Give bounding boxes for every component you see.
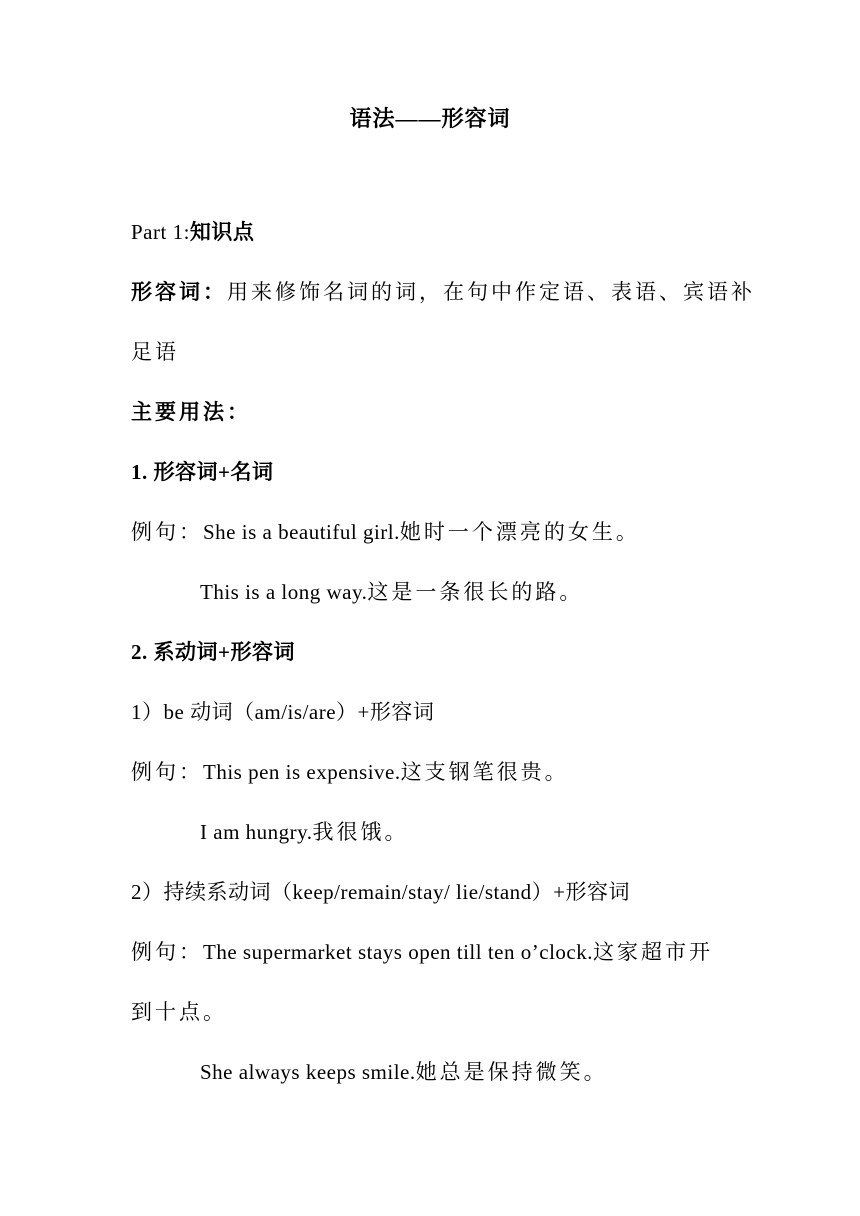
- example-english: She is a beautiful girl.: [203, 520, 400, 544]
- definition-line-2: 足语: [131, 340, 179, 364]
- section-1-example-1: [131, 517, 640, 547]
- definition-term: 形容词：: [131, 280, 227, 304]
- example-chinese: 我很饿。: [312, 820, 409, 844]
- main-usage-heading: 主要用法：: [131, 400, 251, 424]
- example-label: 例句：: [131, 760, 203, 784]
- section-2-sub-1-example-1: [131, 757, 569, 787]
- example-english: This is a long way.: [200, 580, 368, 604]
- example-chinese: 这是一条很长的路。: [367, 580, 584, 604]
- section-2-sub-1-heading: 1）be 动词（am/is/are）+形容词: [131, 700, 435, 724]
- part-heading-label: 知识点: [189, 220, 255, 244]
- example-chinese: 这家超市开: [592, 940, 713, 964]
- section-2-sub-2-example-1: [131, 937, 713, 967]
- section-2-sub-2-example-1-cont: 到十点。: [131, 1000, 227, 1024]
- section-2-sub-2-example-2: [200, 1057, 608, 1087]
- example-chinese: 她总是保持微笑。: [415, 1060, 608, 1084]
- section-2-heading: 2. 系动词+形容词: [131, 640, 295, 664]
- section-1-example-2: [200, 577, 583, 607]
- example-label: 例句：: [131, 520, 203, 544]
- section-1-heading: 1. 形容词+名词: [131, 460, 274, 484]
- part-heading-prefix: Part 1:: [131, 220, 190, 244]
- section-2-sub-2-heading: 2）持续系动词（keep/remain/stay/ lie/stand）+形容词: [131, 880, 631, 904]
- example-english: She always keeps smile.: [200, 1060, 416, 1084]
- definition-text-1: 用来修饰名词的词，在句中作定语、表语、宾语补: [227, 280, 755, 304]
- example-chinese: 她时一个漂亮的女生。: [399, 520, 640, 544]
- example-label: 例句：: [131, 940, 203, 964]
- example-english: This pen is expensive.: [203, 760, 401, 784]
- part-heading: [131, 217, 254, 247]
- definition-line-1: [131, 277, 755, 307]
- example-english: I am hungry.: [200, 820, 313, 844]
- page-title: 语法——形容词: [349, 106, 511, 131]
- example-english: The supermarket stays open till ten o’clock.: [203, 940, 593, 964]
- section-2-sub-1-example-2: [200, 817, 409, 847]
- example-chinese: 这支钢笔很贵。: [400, 760, 569, 784]
